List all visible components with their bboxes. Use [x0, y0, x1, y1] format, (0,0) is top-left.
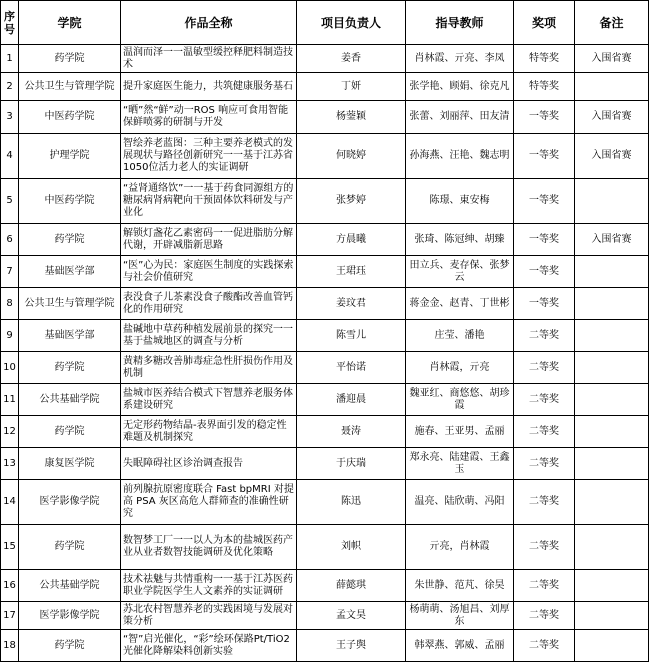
- cell-award: 一等奖: [514, 179, 575, 224]
- cell-leader: 潘迎晨: [297, 384, 406, 416]
- header-no: 序号: [1, 1, 19, 45]
- cell-advisor: 朱世静、范芃、徐昊: [406, 570, 514, 602]
- cell-no: 10: [1, 352, 19, 384]
- cell-leader: 陈迅: [297, 480, 406, 525]
- table-row: [1, 320, 649, 352]
- cell-advisor: 庄莹、潘艳: [406, 320, 514, 352]
- cell-note: [575, 352, 649, 384]
- cell-award: 特等奖: [514, 45, 575, 73]
- cell-award: 二等奖: [514, 320, 575, 352]
- cell-advisor: 肖林霞，亓亮: [406, 352, 514, 384]
- cell-no: 2: [1, 73, 19, 101]
- cell-leader: 于庆瑞: [297, 448, 406, 480]
- cell-note: [575, 525, 649, 570]
- cell-no: 14: [1, 480, 19, 525]
- cell-advisor: 陈璟、東安梅: [406, 179, 514, 224]
- cell-no: 11: [1, 384, 19, 416]
- cell-leader: 陈雪儿: [297, 320, 406, 352]
- cell-award: 二等奖: [514, 480, 575, 525]
- cell-leader: 姜玟君: [297, 288, 406, 320]
- cell-no: 9: [1, 320, 19, 352]
- cell-advisor: 温亮、陆欣萌、冯阳: [406, 480, 514, 525]
- cell-advisor: 张学艳、顾娟、徐克凡: [406, 73, 514, 101]
- table-header: [1, 1, 649, 45]
- cell-advisor: 张蕾、刘丽萍、田友清: [406, 101, 514, 134]
- table-body: [1, 45, 649, 662]
- cell-college: 药学院: [19, 630, 121, 662]
- cell-award: 二等奖: [514, 602, 575, 630]
- cell-title: 温润而泽一一温敏型缓控释肥料制造技术: [121, 45, 297, 73]
- cell-no: 13: [1, 448, 19, 480]
- header-title: 作品全称: [121, 1, 297, 45]
- cell-no: 17: [1, 602, 19, 630]
- cell-title: 黄精多糖改善肺毒症急性肝损伤作用及机制: [121, 352, 297, 384]
- cell-no: 3: [1, 101, 19, 134]
- table-row: [1, 602, 649, 630]
- cell-leader: 方晨曦: [297, 224, 406, 256]
- cell-advisor: 亓亮，肖林霞: [406, 525, 514, 570]
- cell-college: 中医药学院: [19, 179, 121, 224]
- cell-leader: 孟文昊: [297, 602, 406, 630]
- table-row: [1, 45, 649, 73]
- cell-leader: 姜香: [297, 45, 406, 73]
- cell-title: 数智梦工厂一一以人为本的盐城医药产业从业者数智技能调研及优化策略: [121, 525, 297, 570]
- cell-college: 康复医学院: [19, 448, 121, 480]
- cell-leader: 平怡诺: [297, 352, 406, 384]
- table-row: [1, 179, 649, 224]
- cell-college: 药学院: [19, 224, 121, 256]
- cell-advisor: 韩翠燕、郭威、孟丽: [406, 630, 514, 662]
- cell-award: 二等奖: [514, 525, 575, 570]
- cell-note: [575, 320, 649, 352]
- cell-note: 入围省赛: [575, 101, 649, 134]
- cell-award: 二等奖: [514, 630, 575, 662]
- cell-college: 公共卫生与管理学院: [19, 73, 121, 101]
- cell-title: 技术祛魅与共情重构一一基于江苏医药职业学院医学生人文素养的实证调研: [121, 570, 297, 602]
- cell-title: “医”心为民：家庭医生制度的实践探索与社会价值研究: [121, 256, 297, 288]
- header-award: 奖项: [514, 1, 575, 45]
- cell-note: [575, 570, 649, 602]
- cell-note: [575, 73, 649, 101]
- table-row: [1, 73, 649, 101]
- table-row: [1, 525, 649, 570]
- cell-advisor: 张琦、陈冠绅、胡臻: [406, 224, 514, 256]
- cell-advisor: 肖林霞、亓亮、李凤: [406, 45, 514, 73]
- cell-note: 入围省赛: [575, 45, 649, 73]
- cell-award: 二等奖: [514, 448, 575, 480]
- cell-title: 盐碱地中草药种植发展前景的探究一一基于盐城地区的调查与分析: [121, 320, 297, 352]
- table-row: [1, 416, 649, 448]
- cell-leader: 薛懿琪: [297, 570, 406, 602]
- cell-college: 公共基础学院: [19, 384, 121, 416]
- cell-award: 二等奖: [514, 384, 575, 416]
- cell-advisor: 杨萌萌、汤旭昌、刘厚东: [406, 602, 514, 630]
- cell-note: [575, 630, 649, 662]
- cell-advisor: 蒋金金、赵青、丁世彬: [406, 288, 514, 320]
- cell-college: 药学院: [19, 45, 121, 73]
- table-row: [1, 384, 649, 416]
- cell-title: 失眠障碍社区诊治调查报告: [121, 448, 297, 480]
- table-row: [1, 630, 649, 662]
- table-row: [1, 448, 649, 480]
- table-row: [1, 570, 649, 602]
- cell-note: [575, 384, 649, 416]
- cell-award: 一等奖: [514, 134, 575, 179]
- cell-college: 公共基础学院: [19, 570, 121, 602]
- cell-award: 一等奖: [514, 224, 575, 256]
- cell-leader: 王子舆: [297, 630, 406, 662]
- cell-award: 二等奖: [514, 352, 575, 384]
- cell-title: “晒”然“鲜”动一ROS 响应可食用智能保鲜喷雾的研制与开发: [121, 101, 297, 134]
- table-row: [1, 352, 649, 384]
- table-row: [1, 288, 649, 320]
- table-row: [1, 480, 649, 525]
- cell-leader: 杨蓥颖: [297, 101, 406, 134]
- cell-award: 一等奖: [514, 256, 575, 288]
- header-advisor: 指导教师: [406, 1, 514, 45]
- cell-college: 药学院: [19, 525, 121, 570]
- cell-leader: 聂涛: [297, 416, 406, 448]
- cell-college: 基础医学部: [19, 320, 121, 352]
- cell-leader: 何晓婷: [297, 134, 406, 179]
- table-row: [1, 134, 649, 179]
- cell-no: 7: [1, 256, 19, 288]
- cell-no: 4: [1, 134, 19, 179]
- cell-no: 1: [1, 45, 19, 73]
- header-college: 学院: [19, 1, 121, 45]
- cell-note: [575, 256, 649, 288]
- cell-advisor: 孙海燕、汪艳、魏志明: [406, 134, 514, 179]
- cell-advisor: 魏亚红、商悠悠、胡珍霞: [406, 384, 514, 416]
- cell-title: 智绘养老蓝图：三种主要养老模式的发展现状与路径创新研究一一基于江苏省1050位活力老人的实证调研: [121, 134, 297, 179]
- cell-title: “益肾通络饮”一一基于药食同源组方的糖尿病肾病靶向干预固体饮料研发与产业化: [121, 179, 297, 224]
- cell-college: 中医药学院: [19, 101, 121, 134]
- cell-leader: 王珺珏: [297, 256, 406, 288]
- cell-no: 15: [1, 525, 19, 570]
- table-row: [1, 224, 649, 256]
- cell-college: 医学影像学院: [19, 480, 121, 525]
- cell-note: 入围省赛: [575, 134, 649, 179]
- cell-title: 解锁灯盏花乙素密码一一促进脂肪分解代谢，开辟减脂新思路: [121, 224, 297, 256]
- cell-no: 6: [1, 224, 19, 256]
- cell-no: 12: [1, 416, 19, 448]
- cell-college: 公共卫生与管理学院: [19, 288, 121, 320]
- cell-advisor: 郑永亮、陆建霞、王鑫玉: [406, 448, 514, 480]
- cell-college: 基础医学部: [19, 256, 121, 288]
- cell-title: 表没食子儿茶素没食子酸酯改善血管钙化的作用研究: [121, 288, 297, 320]
- cell-college: 药学院: [19, 352, 121, 384]
- cell-college: 药学院: [19, 416, 121, 448]
- cell-leader: 张梦婷: [297, 179, 406, 224]
- header-note: 备注: [575, 1, 649, 45]
- cell-note: [575, 602, 649, 630]
- cell-no: 18: [1, 630, 19, 662]
- cell-title: 前列腺抗原密度联合 Fast bpMRI 对提高 PSA 灰区高危人群筛查的准确性研究: [121, 480, 297, 525]
- cell-note: [575, 480, 649, 525]
- cell-no: 5: [1, 179, 19, 224]
- cell-award: 二等奖: [514, 416, 575, 448]
- cell-advisor: 施春、王亚男、孟丽: [406, 416, 514, 448]
- cell-college: 医学影像学院: [19, 602, 121, 630]
- header-row: [1, 1, 649, 45]
- cell-title: 无定形药物结晶-表界面引发的稳定性难题及机制探究: [121, 416, 297, 448]
- cell-award: 一等奖: [514, 288, 575, 320]
- cell-title: 提升家庭医生能力，共筑健康服务基石: [121, 73, 297, 101]
- cell-title: 盐城市医养结合模式下智慧养老服务体系建设研究: [121, 384, 297, 416]
- cell-note: [575, 288, 649, 320]
- cell-note: [575, 179, 649, 224]
- table-row: [1, 101, 649, 134]
- cell-title: 苏北农村智慧养老的实践困境与发展对策分析: [121, 602, 297, 630]
- cell-note: 入围省赛: [575, 224, 649, 256]
- cell-college: 护理学院: [19, 134, 121, 179]
- header-leader: 项目负责人: [297, 1, 406, 45]
- table-row: [1, 256, 649, 288]
- cell-leader: 刘帜: [297, 525, 406, 570]
- cell-note: [575, 416, 649, 448]
- cell-award: 一等奖: [514, 101, 575, 134]
- cell-note: [575, 448, 649, 480]
- cell-award: 二等奖: [514, 570, 575, 602]
- cell-no: 16: [1, 570, 19, 602]
- cell-leader: 丁妍: [297, 73, 406, 101]
- cell-advisor: 田立兵、麦存保、张梦云: [406, 256, 514, 288]
- cell-no: 8: [1, 288, 19, 320]
- cell-title: “智”启光催化，“彩”绘环保路Pt/TiO2光催化降解染料创新实验: [121, 630, 297, 662]
- cell-award: 特等奖: [514, 73, 575, 101]
